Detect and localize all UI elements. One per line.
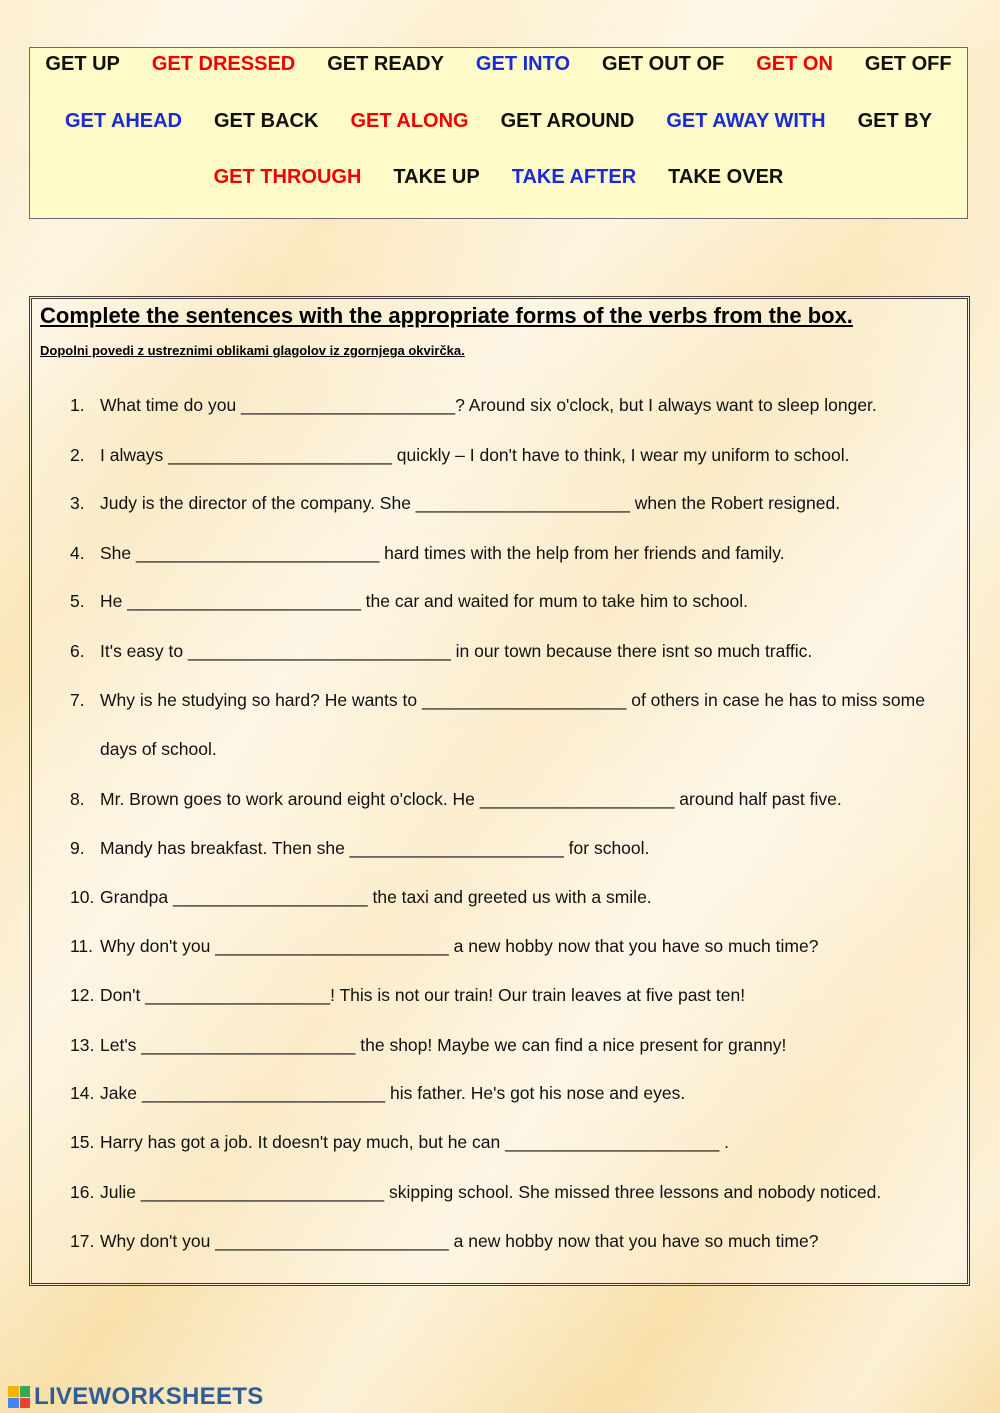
verb-get-away-with: GET AWAY WITH xyxy=(666,110,826,132)
verb-row-3 xyxy=(30,166,967,189)
sentence-text: Why is he studying so hard? He wants to _____________________ of others in case he has to miss some xyxy=(100,690,925,710)
verb-get-on: GET ON xyxy=(756,53,833,75)
item-number: 13. xyxy=(70,1035,95,1055)
sentence-item xyxy=(70,690,925,759)
sentence-text: Mandy has breakfast. Then she ______________________ for school. xyxy=(100,838,650,858)
item-number: 9. xyxy=(70,838,85,858)
sentence-item xyxy=(70,887,652,908)
sentence-item xyxy=(70,1083,685,1104)
verb-get-up: GET UP xyxy=(45,53,120,75)
sentence-text: He ________________________ the car and waited for mum to take him to school. xyxy=(100,591,748,611)
verb-get-into: GET INTO xyxy=(475,53,571,75)
sentence-text: Jake _________________________ his father. He's got his nose and eyes. xyxy=(100,1083,686,1103)
item-number: 15. xyxy=(70,1132,95,1152)
sentence-item xyxy=(70,493,840,514)
sentence-text: Why don't you ________________________ a new hobby now that you have so much time? xyxy=(100,936,819,956)
item-number: 2. xyxy=(70,445,85,465)
item-number: 3. xyxy=(70,493,85,513)
sentence-text: Why don't you ________________________ a new hobby now that you have so much time? xyxy=(100,1231,819,1251)
exercise-subtitle: Dopolni povedi z ustreznimi oblikami glagolov iz zgornjega okvirčka. xyxy=(40,343,465,358)
sentence-text: Mr. Brown goes to work around eight o'clock. He ____________________ around half past five. xyxy=(100,789,842,809)
sentence-text: Harry has got a job. It doesn't pay much, but he can ______________________ . xyxy=(100,1132,729,1152)
logo-icon xyxy=(8,1386,30,1408)
verb-get-ahead: GET AHEAD xyxy=(64,110,182,132)
verb-get-through: GET THROUGH xyxy=(213,166,362,188)
sentence-item xyxy=(70,445,850,466)
verb-get-along: GET ALONG xyxy=(350,110,469,132)
sentence-item xyxy=(70,1182,881,1203)
verb-get-by: GET BY xyxy=(857,110,933,132)
item-number: 5. xyxy=(70,591,85,611)
sentence-text: Let's ______________________ the shop! Maybe we can find a nice present for granny! xyxy=(100,1035,787,1055)
item-number: 14. xyxy=(70,1083,95,1103)
sentence-text: I always _______________________ quickly – I don't have to think, I wear my uniform to school. xyxy=(100,445,850,465)
sentence-item xyxy=(70,1231,818,1252)
sentence-text: She _________________________ hard times with the help from her friends and family. xyxy=(100,543,785,563)
item-number: 6. xyxy=(70,641,85,661)
sentence-text: Judy is the director of the company. She ______________________ when the Robert resigned. xyxy=(100,493,841,513)
sentence-item xyxy=(70,543,785,564)
exercise-panel xyxy=(29,296,970,1286)
sentence-continuation: days of school. xyxy=(100,739,217,759)
item-number: 17. xyxy=(70,1231,95,1251)
verb-row-2 xyxy=(30,110,967,133)
verb-get-back: GET BACK xyxy=(214,110,319,132)
item-number: 12. xyxy=(70,985,95,1005)
item-number: 16. xyxy=(70,1182,95,1202)
sentence-item xyxy=(70,936,818,957)
liveworksheets-logo xyxy=(8,1383,264,1411)
sentence-item xyxy=(70,395,877,416)
sentence-item xyxy=(70,1035,786,1056)
logo-text: LIVEWORKSHEETS xyxy=(34,1383,264,1410)
sentence-item xyxy=(70,641,812,662)
sentence-item xyxy=(70,985,745,1006)
verb-get-off: GET OFF xyxy=(864,53,952,75)
verb-get-around: GET AROUND xyxy=(500,110,635,132)
verb-get-out-of: GET OUT OF xyxy=(602,53,725,75)
verb-get-ready: GET READY xyxy=(327,53,444,75)
verb-take-up: TAKE UP xyxy=(393,166,480,188)
sentence-text: Don't ___________________! This is not our train! Our train leaves at five past ten! xyxy=(100,985,746,1005)
item-number: 7. xyxy=(70,690,85,710)
verb-take-over: TAKE OVER xyxy=(668,166,784,188)
sentence-item xyxy=(70,1132,729,1153)
item-number: 1. xyxy=(70,395,85,415)
item-number: 4. xyxy=(70,543,85,563)
sentence-item xyxy=(70,838,649,859)
sentence-item xyxy=(70,591,748,612)
verb-row-1 xyxy=(30,53,967,76)
sentence-text: It's easy to ___________________________ in our town because there isnt so much traffic. xyxy=(100,641,813,661)
sentence-item xyxy=(70,789,842,810)
exercise-title: Complete the sentences with the appropriate forms of the verbs from the box. xyxy=(40,303,853,328)
sentence-text: Julie _________________________ skipping school. She missed three lessons and nobody noticed. xyxy=(100,1182,882,1202)
verb-box xyxy=(29,47,968,219)
item-number: 11. xyxy=(70,936,94,956)
sentence-text: Grandpa ____________________ the taxi and greeted us with a smile. xyxy=(100,887,652,907)
item-number: 8. xyxy=(70,789,85,809)
item-number: 10. xyxy=(70,887,95,907)
verb-take-after: TAKE AFTER xyxy=(511,166,637,188)
sentence-text: What time do you ______________________? Around six o'clock, but I always want to sleep longer. xyxy=(100,395,877,415)
verb-get-dressed: GET DRESSED xyxy=(151,53,296,75)
